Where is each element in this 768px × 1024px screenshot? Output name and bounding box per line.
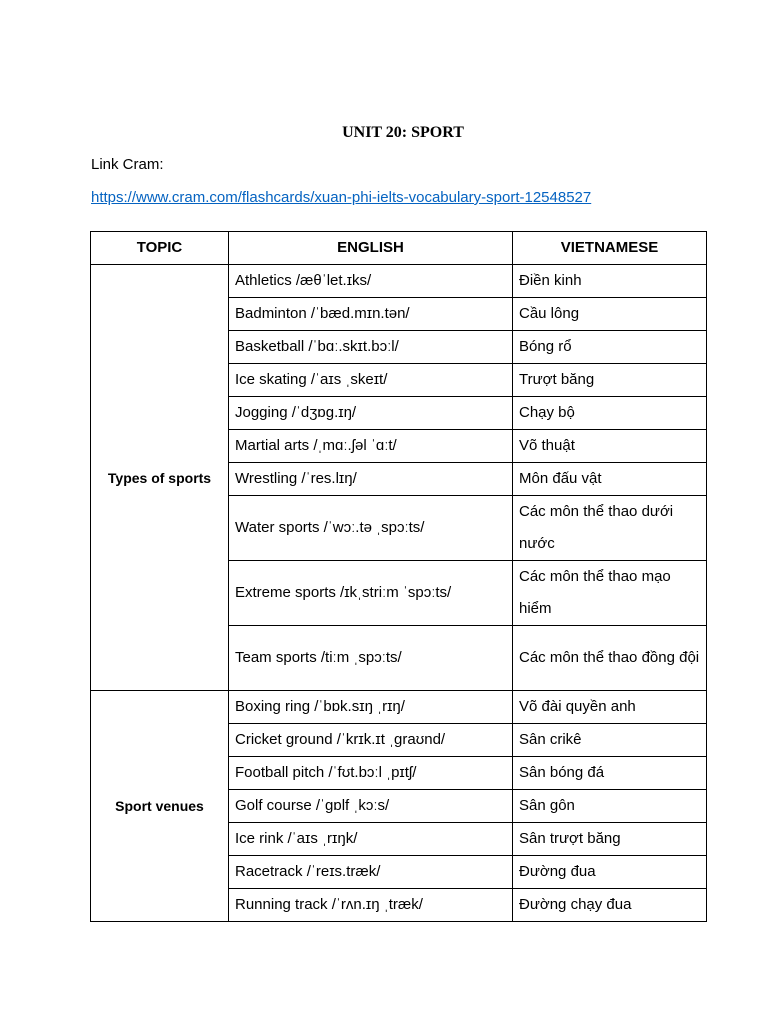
english-cell: Team sports /tiːm ˌspɔːts/ [229, 626, 513, 691]
english-cell: Cricket ground /ˈkrɪk.ɪt ˌɡraʊnd/ [229, 724, 513, 757]
header-english: ENGLISH [229, 232, 513, 265]
vietnamese-cell: Điền kinh [513, 265, 707, 298]
english-cell: Martial arts /ˌmɑː.ʃəl ˈɑːt/ [229, 430, 513, 463]
topic-cell: Sport venues [91, 691, 229, 922]
english-cell: Badminton /ˈbæd.mɪn.tən/ [229, 298, 513, 331]
vietnamese-cell: Các môn thể thao mạo hiểm [513, 561, 707, 626]
vietnamese-cell: Các môn thể thao dưới nước [513, 496, 707, 561]
table-header-row [91, 232, 707, 265]
vietnamese-cell: Môn đấu vật [513, 463, 707, 496]
vietnamese-cell: Võ đài quyền anh [513, 691, 707, 724]
english-cell: Athletics /æθˈlet.ɪks/ [229, 265, 513, 298]
vietnamese-cell: Đường đua [513, 856, 707, 889]
vietnamese-cell: Sân trượt băng [513, 823, 707, 856]
vietnamese-cell: Sân crikê [513, 724, 707, 757]
header-topic: TOPIC [91, 232, 229, 265]
vietnamese-cell: Võ thuật [513, 430, 707, 463]
english-cell: Jogging /ˈdʒɒɡ.ɪŋ/ [229, 397, 513, 430]
vietnamese-cell: Đường chạy đua [513, 889, 707, 922]
english-cell: Water sports /ˈwɔː.tə ˌspɔːts/ [229, 496, 513, 561]
vietnamese-cell: Các môn thể thao đồng đội [513, 626, 707, 691]
english-cell: Running track /ˈrʌn.ɪŋ ˌtræk/ [229, 889, 513, 922]
vietnamese-cell: Trượt băng [513, 364, 707, 397]
table-row [91, 265, 707, 298]
english-cell: Basketball /ˈbɑː.skɪt.bɔːl/ [229, 331, 513, 364]
english-cell: Football pitch /ˈfʊt.bɔːl ˌpɪtʃ/ [229, 757, 513, 790]
english-cell: Boxing ring /ˈbɒk.sɪŋ ˌrɪŋ/ [229, 691, 513, 724]
english-cell: Wrestling /ˈres.lɪŋ/ [229, 463, 513, 496]
english-cell: Ice skating /ˈaɪs ˌskeɪt/ [229, 364, 513, 397]
topic-cell: Types of sports [91, 265, 229, 691]
document-title: UNIT 20: SPORT [342, 124, 464, 141]
header-vietnamese: VIETNAMESE [513, 232, 707, 265]
english-cell: Golf course /ˈɡɒlf ˌkɔːs/ [229, 790, 513, 823]
table-row [91, 691, 707, 724]
english-cell: Racetrack /ˈreɪs.træk/ [229, 856, 513, 889]
cram-link[interactable]: https://www.cram.com/flashcards/xuan-phi-ielts-vocabulary-sport-12548527 [91, 189, 592, 206]
link-label: Link Cram: [91, 156, 164, 173]
vietnamese-cell: Cầu lông [513, 298, 707, 331]
vietnamese-cell: Bóng rổ [513, 331, 707, 364]
english-cell: Extreme sports /ɪkˌstriːm ˈspɔːts/ [229, 561, 513, 626]
english-cell: Ice rink /ˈaɪs ˌrɪŋk/ [229, 823, 513, 856]
vietnamese-cell: Chạy bộ [513, 397, 707, 430]
vietnamese-cell: Sân bóng đá [513, 757, 707, 790]
vietnamese-cell: Sân gôn [513, 790, 707, 823]
vocabulary-table [90, 231, 707, 922]
